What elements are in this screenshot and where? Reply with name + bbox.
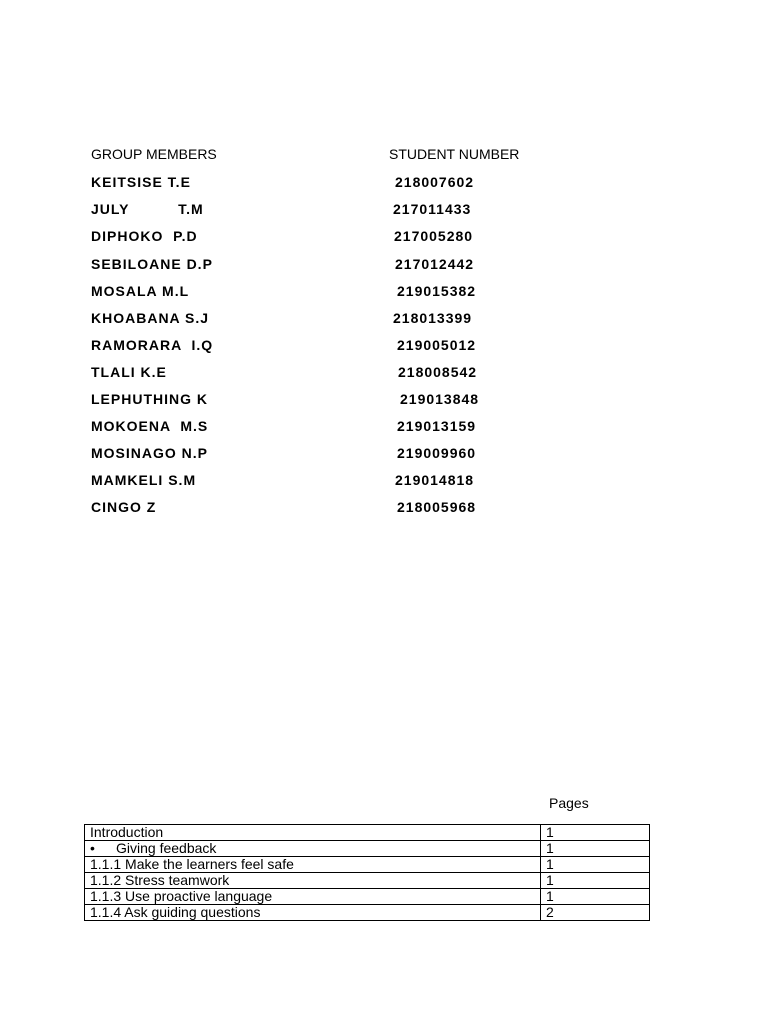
- member-number: 218008542: [398, 364, 478, 380]
- toc-row: [85, 841, 650, 857]
- toc-title: 1.1.2 Stress teamwork: [85, 873, 541, 889]
- group-members-heading: GROUP MEMBERS: [91, 146, 217, 162]
- toc-page: 2: [541, 905, 650, 921]
- member-number: 219013848: [400, 391, 480, 407]
- toc-title: Introduction: [85, 825, 541, 841]
- toc-page: 1: [541, 825, 650, 841]
- member-name: JULY T.M: [91, 201, 204, 217]
- toc-title: 1.1.1 Make the learners feel safe: [85, 857, 541, 873]
- member-number: 218005968: [397, 499, 477, 515]
- toc-page: 1: [541, 873, 650, 889]
- member-name: TLALI K.E: [91, 364, 167, 380]
- toc-row: [85, 889, 650, 905]
- member-number: 219005012: [397, 337, 477, 353]
- toc-title: Giving feedback: [116, 840, 217, 856]
- toc-title: 1.1.4 Ask guiding questions: [85, 905, 541, 921]
- member-name: DIPHOKO P.D: [91, 228, 198, 244]
- member-number: 219009960: [397, 445, 477, 461]
- member-number: 218013399: [393, 310, 473, 326]
- member-number: 219015382: [397, 283, 477, 299]
- member-name: MAMKELI S.M: [91, 472, 197, 488]
- member-name: MOSINAGO N.P: [91, 445, 209, 461]
- toc-title-cell: [85, 841, 541, 857]
- member-number: 218007602: [395, 174, 475, 190]
- member-number: 217005280: [394, 228, 474, 244]
- member-name: KEITSISE T.E: [91, 174, 191, 190]
- member-number: 219014818: [395, 472, 475, 488]
- member-name: RAMORARA I.Q: [91, 337, 214, 353]
- toc-row: [85, 905, 650, 921]
- student-number-heading: STUDENT NUMBER: [389, 146, 520, 162]
- toc-title: 1.1.3 Use proactive language: [85, 889, 541, 905]
- toc-row: [85, 825, 650, 841]
- toc-row: [85, 857, 650, 873]
- member-name: CINGO Z: [91, 499, 157, 515]
- pages-column-label: Pages: [549, 795, 589, 811]
- toc-page: 1: [541, 841, 650, 857]
- member-name: MOKOENA M.S: [91, 418, 209, 434]
- member-name: KHOABANA S.J: [91, 310, 210, 326]
- bullet-icon: •: [90, 840, 95, 856]
- toc-row: [85, 873, 650, 889]
- member-name: MOSALA M.L: [91, 283, 190, 299]
- member-name: LEPHUTHING K: [91, 391, 208, 407]
- member-number: 219013159: [397, 418, 477, 434]
- toc-page: 1: [541, 857, 650, 873]
- member-number: 217012442: [395, 256, 475, 272]
- member-number: 217011433: [393, 201, 472, 217]
- table-of-contents: [84, 824, 650, 921]
- toc-page: 1: [541, 889, 650, 905]
- member-name: SEBILOANE D.P: [91, 256, 213, 272]
